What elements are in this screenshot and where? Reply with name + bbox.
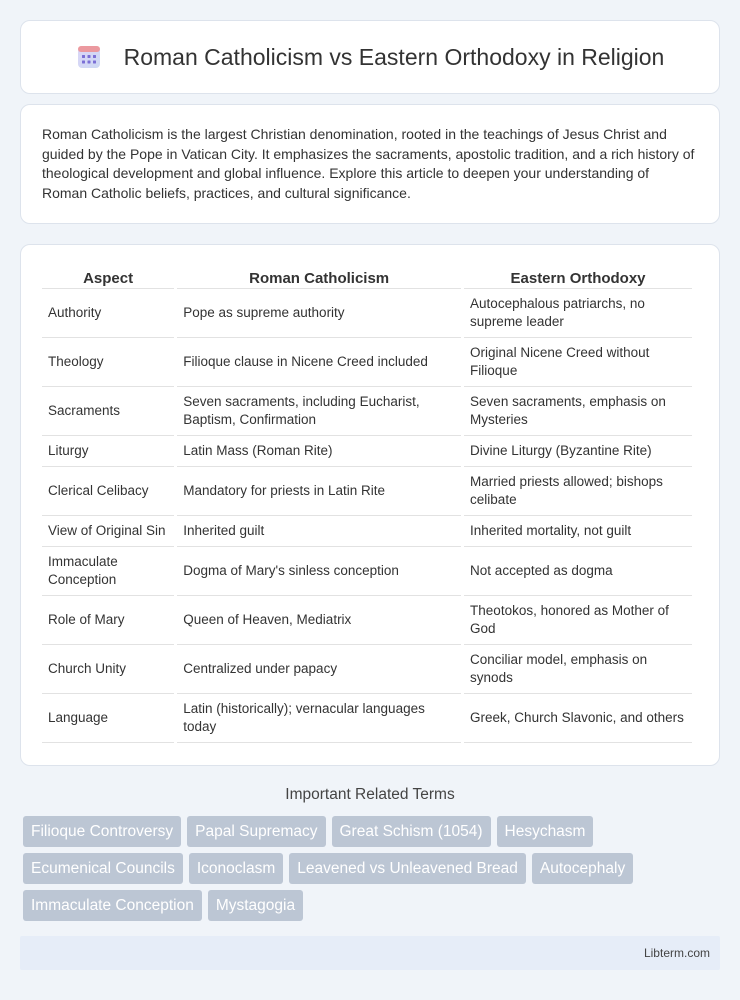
catholic-cell: Centralized under papacy (177, 645, 461, 694)
related-terms-tags (23, 816, 723, 927)
table-grid-icon (76, 44, 102, 70)
table-row (42, 547, 692, 596)
intro-paragraph: Roman Catholicism is the largest Christian denomination, rooted in the teachings of Jesus Christ and guided by the Pope in Vatican City. It emphasizes the sacraments, apostolic tradition, and a rich history of theological development and global influence. Explore this article to deepen your understanding of Roman Catholic beliefs, practices, and cultural significance. (42, 126, 695, 201)
catholic-cell: Latin Mass (Roman Rite) (177, 436, 461, 467)
orthodox-cell: Theotokos, honored as Mother of God (464, 596, 692, 645)
related-terms-title: Important Related Terms (285, 786, 455, 803)
header-eastern-orthodoxy: Eastern Orthodoxy (464, 263, 692, 289)
aspect-cell: Role of Mary (42, 596, 174, 645)
catholic-cell: Inherited guilt (177, 516, 461, 547)
orthodox-cell: Married priests allowed; bishops celibate (464, 467, 692, 516)
aspect-cell: Immaculate Conception (42, 547, 174, 596)
table-row (42, 338, 692, 387)
tag-autocephaly[interactable]: Autocephaly (532, 853, 633, 884)
catholic-cell: Filioque clause in Nicene Creed included (177, 338, 461, 387)
catholic-cell: Queen of Heaven, Mediatrix (177, 596, 461, 645)
tag-ecumenical-councils[interactable]: Ecumenical Councils (23, 853, 183, 884)
tag-row (23, 853, 723, 884)
table-header-row (42, 263, 692, 289)
orthodox-cell: Conciliar model, emphasis on synods (464, 645, 692, 694)
header-roman-catholicism: Roman Catholicism (177, 263, 461, 289)
table-row (42, 436, 692, 467)
table-row (42, 516, 692, 547)
orthodox-cell: Original Nicene Creed without Filioque (464, 338, 692, 387)
orthodox-cell: Greek, Church Slavonic, and others (464, 694, 692, 743)
tag-iconoclasm[interactable]: Iconoclasm (189, 853, 283, 884)
tag-hesychasm[interactable]: Hesychasm (497, 816, 594, 847)
tag-immaculate-conception[interactable]: Immaculate Conception (23, 890, 202, 921)
footer-site-link[interactable]: Libterm.com (643, 946, 710, 960)
page-title: Roman Catholicism vs Eastern Orthodoxy in Religion (123, 43, 665, 70)
tag-row (23, 890, 723, 921)
tag-filioque-controversy[interactable]: Filioque Controversy (23, 816, 181, 847)
tag-leavened-vs-unleavened-bread[interactable]: Leavened vs Unleavened Bread (289, 853, 526, 884)
aspect-cell: Church Unity (42, 645, 174, 694)
aspect-cell: Language (42, 694, 174, 743)
aspect-cell: Liturgy (42, 436, 174, 467)
catholic-cell: Pope as supreme authority (177, 289, 461, 338)
catholic-cell: Seven sacraments, including Eucharist, Baptism, Confirmation (177, 387, 461, 436)
orthodox-cell: Divine Liturgy (Byzantine Rite) (464, 436, 692, 467)
table-row (42, 694, 692, 743)
aspect-cell: Clerical Celibacy (42, 467, 174, 516)
table-row (42, 645, 692, 694)
aspect-cell: Sacraments (42, 387, 174, 436)
tag-row (23, 816, 723, 847)
table-row (42, 596, 692, 645)
tag-mystagogia[interactable]: Mystagogia (208, 890, 303, 921)
aspect-cell: View of Original Sin (42, 516, 174, 547)
aspect-cell: Authority (42, 289, 174, 338)
tag-great-schism[interactable]: Great Schism (1054) (332, 816, 491, 847)
table-row (42, 289, 692, 338)
orthodox-cell: Seven sacraments, emphasis on Mysteries (464, 387, 692, 436)
orthodox-cell: Autocephalous patriarchs, no supreme leader (464, 289, 692, 338)
header-aspect: Aspect (42, 263, 174, 289)
orthodox-cell: Not accepted as dogma (464, 547, 692, 596)
header-card (20, 20, 720, 94)
tag-papal-supremacy[interactable]: Papal Supremacy (187, 816, 325, 847)
catholic-cell: Dogma of Mary's sinless conception (177, 547, 461, 596)
intro-card (20, 104, 720, 224)
header (76, 44, 665, 71)
table-row (42, 387, 692, 436)
aspect-cell: Theology (42, 338, 174, 387)
orthodox-cell: Inherited mortality, not guilt (464, 516, 692, 547)
footer (20, 936, 720, 970)
table-row (42, 467, 692, 516)
catholic-cell: Mandatory for priests in Latin Rite (177, 467, 461, 516)
comparison-card (20, 244, 720, 766)
comparison-table (39, 263, 695, 743)
catholic-cell: Latin (historically); vernacular languages today (177, 694, 461, 743)
